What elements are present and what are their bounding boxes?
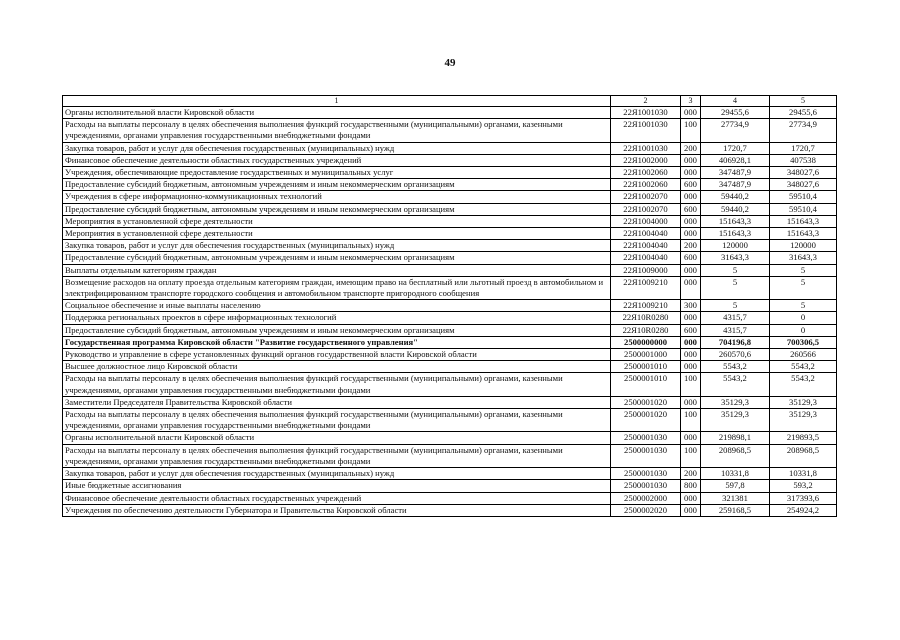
cell-name: Учреждения в сфере информационно-коммуникационных технологий: [63, 191, 611, 203]
cell-amount-col5: 5543,2: [770, 361, 837, 373]
cell-expense-type: 000: [681, 191, 701, 203]
cell-name: Предоставление субсидий бюджетным, автономным учреждениям и иным некоммерческим организациям: [63, 203, 611, 215]
table-row: [63, 154, 837, 166]
table-row: [63, 396, 837, 408]
cell-name: Закупка товаров, работ и услуг для обеспечения государственных (муниципальных) нужд: [63, 142, 611, 154]
cell-amount-col5: 407538: [770, 154, 837, 166]
cell-code: 2500001030: [611, 480, 681, 492]
cell-amount-col4: 35129,3: [701, 396, 770, 408]
cell-expense-type: 800: [681, 480, 701, 492]
cell-name: Учреждения по обеспечению деятельности Губернатора и Правительства Кировской области: [63, 504, 611, 516]
table-row: [63, 324, 837, 336]
table-row: [63, 300, 837, 312]
cell-code: 2500001010: [611, 361, 681, 373]
cell-code: 22Я1004000: [611, 215, 681, 227]
cell-name: Расходы на выплаты персоналу в целях обеспечения выполнения функций государственными (муниципальными) органами, казенными учреждениями, органами управления государственными внебюджетными фондами: [63, 373, 611, 396]
cell-expense-type: 000: [681, 107, 701, 119]
table-row: [63, 240, 837, 252]
cell-name: Финансовое обеспечение деятельности областных государственных учреждений: [63, 154, 611, 166]
cell-amount-col5: 151643,3: [770, 215, 837, 227]
cell-code: 2500001000: [611, 349, 681, 361]
cell-name: Органы исполнительной власти Кировской области: [63, 107, 611, 119]
cell-amount-col4: 259168,5: [701, 504, 770, 516]
cell-expense-type: 000: [681, 228, 701, 240]
cell-amount-col4: 4315,7: [701, 324, 770, 336]
table-row: [63, 264, 837, 276]
cell-amount-col5: 593,2: [770, 480, 837, 492]
cell-name: Возмещение расходов на оплату проезда отдельным категориям граждан, имеющим право на бесплатный или льготный проезд в автомобильном и электрифицированном транспорте городского сообщения и автомобильном транспорте пригородного сообщения: [63, 276, 611, 299]
cell-amount-col5: 317393,6: [770, 492, 837, 504]
cell-amount-col4: 260570,6: [701, 349, 770, 361]
header-col-2: 2: [611, 96, 681, 107]
cell-amount-col4: 5543,2: [701, 361, 770, 373]
cell-expense-type: 000: [681, 264, 701, 276]
cell-amount-col5: 27734,9: [770, 119, 837, 142]
cell-amount-col5: 35129,3: [770, 409, 837, 432]
cell-code: 22Я10R0280: [611, 312, 681, 324]
cell-amount-col4: 347487,9: [701, 179, 770, 191]
cell-name: Предоставление субсидий бюджетным, автономным учреждениям и иным некоммерческим организациям: [63, 179, 611, 191]
table-row: [63, 492, 837, 504]
table-row: [63, 361, 837, 373]
cell-code: 2500001030: [611, 444, 681, 467]
cell-code: 22Я10R0280: [611, 324, 681, 336]
cell-amount-col4: 219898,1: [701, 432, 770, 444]
cell-code: 2500001010: [611, 373, 681, 396]
table-row: [63, 142, 837, 154]
cell-amount-col4: 59440,2: [701, 203, 770, 215]
cell-amount-col4: 347487,9: [701, 167, 770, 179]
table-header-row: [63, 96, 837, 107]
table-row: [63, 349, 837, 361]
table-row: [63, 167, 837, 179]
cell-code: 22Я1009210: [611, 276, 681, 299]
cell-expense-type: 000: [681, 336, 701, 348]
budget-table: [62, 95, 837, 517]
table-row: [63, 444, 837, 467]
cell-amount-col5: 348027,6: [770, 179, 837, 191]
cell-expense-type: 000: [681, 432, 701, 444]
cell-amount-col4: 208968,5: [701, 444, 770, 467]
header-col-3: 3: [681, 96, 701, 107]
cell-amount-col5: 5543,2: [770, 373, 837, 396]
cell-expense-type: 200: [681, 142, 701, 154]
cell-code: 22Я1001030: [611, 142, 681, 154]
cell-name: Расходы на выплаты персоналу в целях обеспечения выполнения функций государственными (муниципальными) органами, казенными учреждениями, органами управления государственными внебюджетными фондами: [63, 119, 611, 142]
cell-code: 22Я1004040: [611, 240, 681, 252]
cell-name: Заместители Председателя Правительства Кировской области: [63, 396, 611, 408]
cell-expense-type: 600: [681, 179, 701, 191]
cell-amount-col5: 120000: [770, 240, 837, 252]
cell-code: 22Я1002000: [611, 154, 681, 166]
cell-amount-col5: 208968,5: [770, 444, 837, 467]
table-row: [63, 468, 837, 480]
table-row: [63, 203, 837, 215]
cell-amount-col4: 5: [701, 276, 770, 299]
cell-amount-col5: 10331,8: [770, 468, 837, 480]
table-row: [63, 480, 837, 492]
table-row: [63, 276, 837, 299]
cell-name: Расходы на выплаты персоналу в целях обеспечения выполнения функций государственными (муниципальными) органами, казенными учреждениями, органами управления государственными внебюджетными фондами: [63, 444, 611, 467]
cell-amount-col5: 348027,6: [770, 167, 837, 179]
table-row: [63, 252, 837, 264]
cell-amount-col5: 0: [770, 312, 837, 324]
cell-amount-col4: 151643,3: [701, 215, 770, 227]
cell-expense-type: 100: [681, 444, 701, 467]
cell-name: Выплаты отдельным категориям граждан: [63, 264, 611, 276]
cell-code: 22Я1002070: [611, 191, 681, 203]
cell-code: 22Я1001030: [611, 119, 681, 142]
table-row: [63, 312, 837, 324]
cell-amount-col5: 151643,3: [770, 228, 837, 240]
cell-expense-type: 000: [681, 396, 701, 408]
cell-expense-type: 600: [681, 252, 701, 264]
cell-amount-col4: 27734,9: [701, 119, 770, 142]
table-row: [63, 191, 837, 203]
cell-code: 2500000000: [611, 336, 681, 348]
cell-amount-col4: 4315,7: [701, 312, 770, 324]
cell-name: Предоставление субсидий бюджетным, автономным учреждениям и иным некоммерческим организациям: [63, 252, 611, 264]
cell-expense-type: 000: [681, 154, 701, 166]
cell-amount-col5: 254924,2: [770, 504, 837, 516]
table-row: [63, 107, 837, 119]
cell-name: Учреждения, обеспечивающие предоставление государственных и муниципальных услуг: [63, 167, 611, 179]
page-number: 49: [444, 57, 456, 69]
cell-expense-type: 100: [681, 119, 701, 142]
cell-amount-col4: 5: [701, 300, 770, 312]
cell-amount-col4: 704196,8: [701, 336, 770, 348]
cell-code: 2500001020: [611, 396, 681, 408]
table-row: [63, 504, 837, 516]
cell-name: Иные бюджетные ассигнования: [63, 480, 611, 492]
table-row: [63, 119, 837, 142]
cell-amount-col4: 1720,7: [701, 142, 770, 154]
table-row: [63, 228, 837, 240]
cell-expense-type: 600: [681, 203, 701, 215]
cell-amount-col5: 35129,3: [770, 396, 837, 408]
cell-amount-col5: 1720,7: [770, 142, 837, 154]
cell-amount-col4: 5543,2: [701, 373, 770, 396]
cell-name: Расходы на выплаты персоналу в целях обеспечения выполнения функций государственными (муниципальными) органами, казенными учреждениями, органами управления государственными внебюджетными фондами: [63, 409, 611, 432]
header-col-4: 4: [701, 96, 770, 107]
cell-amount-col5: 260566: [770, 349, 837, 361]
cell-amount-col5: 29455,6: [770, 107, 837, 119]
cell-code: 22Я1002060: [611, 167, 681, 179]
cell-amount-col4: 29455,6: [701, 107, 770, 119]
cell-expense-type: 000: [681, 492, 701, 504]
cell-amount-col5: 31643,3: [770, 252, 837, 264]
table-row: [63, 179, 837, 191]
cell-code: 2500002020: [611, 504, 681, 516]
cell-code: 2500001030: [611, 432, 681, 444]
cell-expense-type: 300: [681, 300, 701, 312]
cell-amount-col5: 219893,5: [770, 432, 837, 444]
cell-name: Предоставление субсидий бюджетным, автономным учреждениям и иным некоммерческим организациям: [63, 324, 611, 336]
cell-code: 22Я1004040: [611, 252, 681, 264]
cell-code: 2500001030: [611, 468, 681, 480]
cell-name: Закупка товаров, работ и услуг для обеспечения государственных (муниципальных) нужд: [63, 240, 611, 252]
cell-name: Финансовое обеспечение деятельности областных государственных учреждений: [63, 492, 611, 504]
cell-amount-col5: 700306,5: [770, 336, 837, 348]
cell-expense-type: 200: [681, 468, 701, 480]
cell-expense-type: 000: [681, 215, 701, 227]
cell-expense-type: 200: [681, 240, 701, 252]
cell-amount-col4: 120000: [701, 240, 770, 252]
header-col-5: 5: [770, 96, 837, 107]
budget-table-body: [63, 96, 837, 517]
cell-expense-type: 100: [681, 373, 701, 396]
cell-code: 22Я1001030: [611, 107, 681, 119]
cell-amount-col4: 35129,3: [701, 409, 770, 432]
cell-code: 22Я1002070: [611, 203, 681, 215]
header-col-1: 1: [63, 96, 611, 107]
cell-amount-col4: 59440,2: [701, 191, 770, 203]
cell-code: 2500001020: [611, 409, 681, 432]
cell-name: Руководство и управление в сфере установленных функций органов государственной власти Кировской области: [63, 349, 611, 361]
cell-expense-type: 000: [681, 349, 701, 361]
table-row: [63, 432, 837, 444]
cell-name: Высшее должностное лицо Кировской области: [63, 361, 611, 373]
cell-expense-type: 600: [681, 324, 701, 336]
table-row: [63, 409, 837, 432]
cell-amount-col4: 5: [701, 264, 770, 276]
cell-expense-type: 000: [681, 361, 701, 373]
cell-name: Мероприятия в установленной сфере деятельности: [63, 228, 611, 240]
cell-amount-col5: 59510,4: [770, 203, 837, 215]
cell-amount-col5: 0: [770, 324, 837, 336]
cell-code: 22Я1009000: [611, 264, 681, 276]
cell-expense-type: 000: [681, 312, 701, 324]
table-row: [63, 373, 837, 396]
cell-amount-col4: 406928,1: [701, 154, 770, 166]
cell-amount-col4: 10331,8: [701, 468, 770, 480]
table-row: [63, 215, 837, 227]
cell-name: Поддержка региональных проектов в сфере информационных технологий: [63, 312, 611, 324]
cell-amount-col4: 31643,3: [701, 252, 770, 264]
cell-name: Мероприятия в установленной сфере деятельности: [63, 215, 611, 227]
cell-code: 22Я1009210: [611, 300, 681, 312]
cell-amount-col5: 5: [770, 276, 837, 299]
cell-amount-col4: 151643,3: [701, 228, 770, 240]
cell-name: Государственная программа Кировской области "Развитие государственного управления": [63, 336, 611, 348]
cell-expense-type: 000: [681, 504, 701, 516]
cell-name: Закупка товаров, работ и услуг для обеспечения государственных (муниципальных) нужд: [63, 468, 611, 480]
cell-code: 2500002000: [611, 492, 681, 504]
cell-amount-col5: 59510,4: [770, 191, 837, 203]
cell-code: 22Я1002060: [611, 179, 681, 191]
cell-name: Органы исполнительной власти Кировской области: [63, 432, 611, 444]
cell-amount-col5: 5: [770, 300, 837, 312]
cell-code: 22Я1004040: [611, 228, 681, 240]
cell-amount-col4: 321381: [701, 492, 770, 504]
cell-expense-type: 000: [681, 276, 701, 299]
cell-expense-type: 000: [681, 167, 701, 179]
cell-amount-col4: 597,8: [701, 480, 770, 492]
cell-expense-type: 100: [681, 409, 701, 432]
cell-name: Социальное обеспечение и иные выплаты населению: [63, 300, 611, 312]
cell-amount-col5: 5: [770, 264, 837, 276]
table-row: [63, 336, 837, 348]
